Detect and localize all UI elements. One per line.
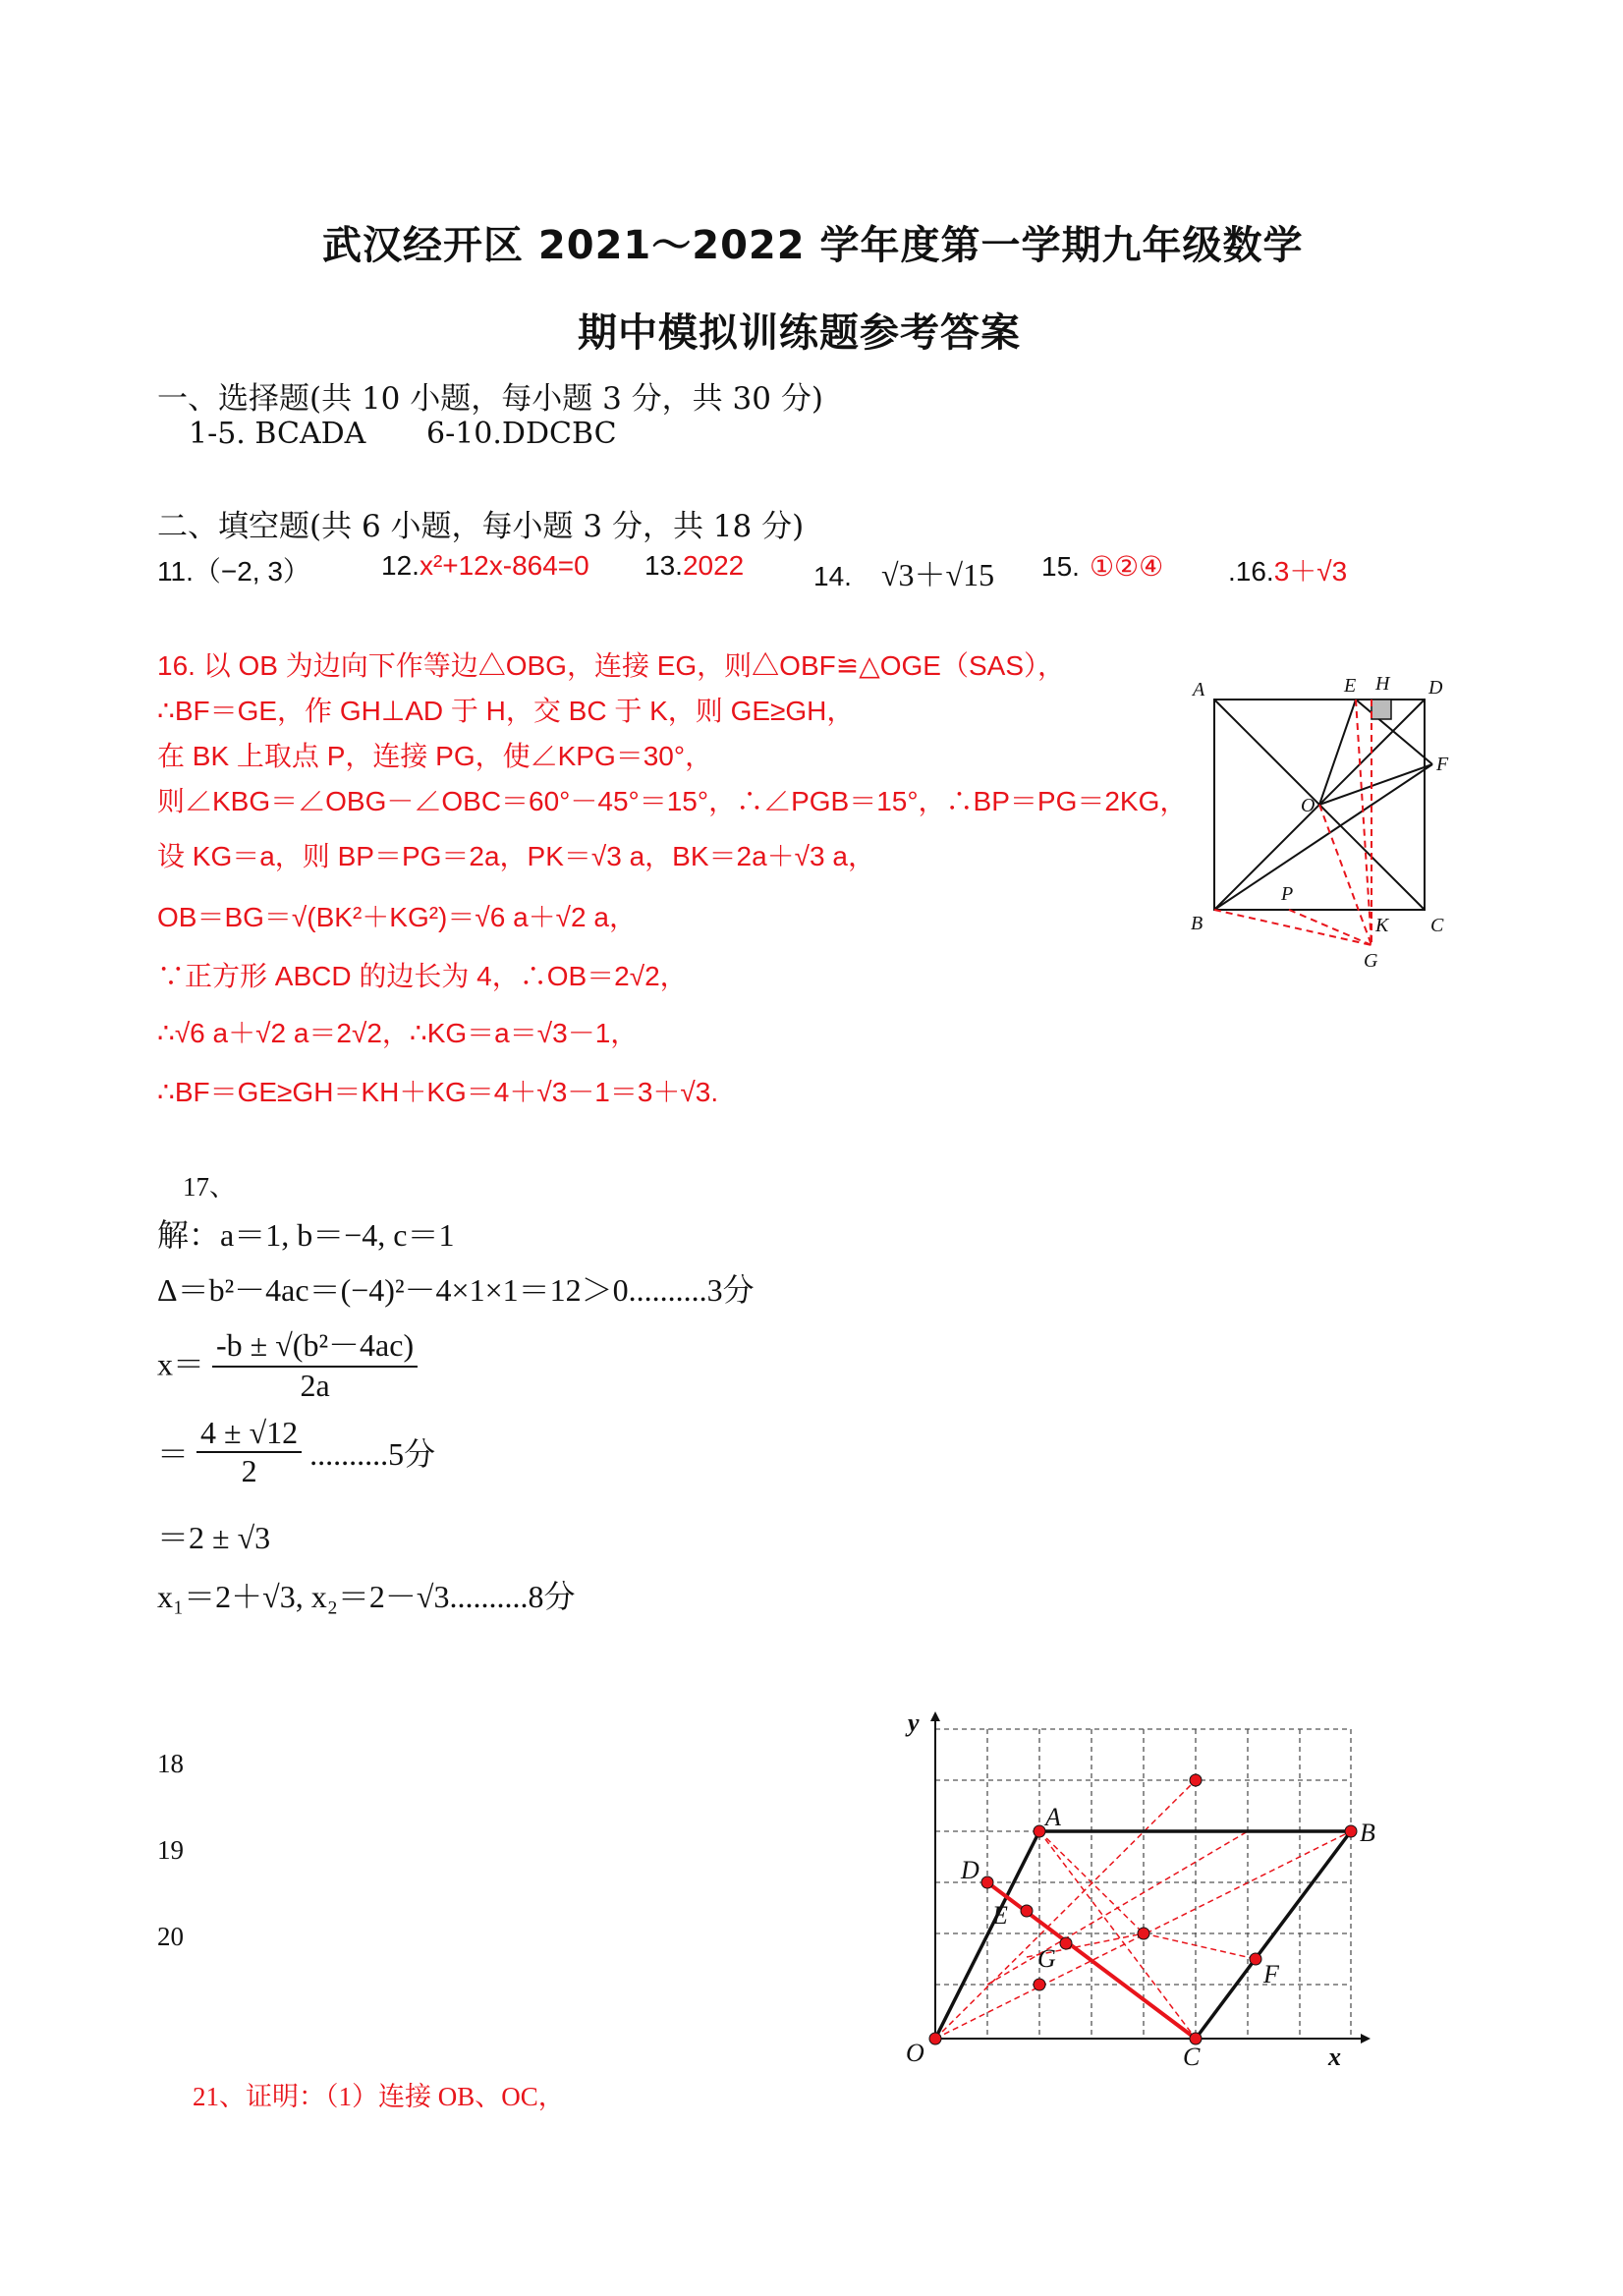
solution16-line8: ∴√6 a＋√2 a＝2√2，∴KG＝a＝√3－1，: [157, 1018, 639, 1048]
label-e: E: [1344, 675, 1357, 697]
fraction-numerator: 4 ± √12: [196, 1415, 302, 1453]
point-lower: [1034, 1979, 1045, 1990]
segment-bg: [1214, 910, 1371, 945]
solution16-line5: 设 KG＝a，则 BP＝PG＝2a，PK＝√3 a，BK＝2a＋√3 a，: [157, 841, 875, 871]
page-title: 武汉经开区 2021～2022 学年度第一学期九年级数学: [322, 223, 1304, 268]
q17-line2: Δ＝b²－4ac＝(−4)²－4×1×1＝12＞0..........3分: [157, 1272, 755, 1308]
point-upper: [1190, 1774, 1202, 1786]
point-d: [981, 1876, 993, 1888]
label-a: A: [1193, 679, 1205, 700]
q13-value: 2022: [682, 550, 745, 581]
label-o: O: [1301, 795, 1315, 816]
solution16-line4: 则∠KBG＝∠OBG－∠OBC＝60°－45°＝15°，∴∠PGB＝15°，∴BP＝PG＝2KG，: [157, 786, 1188, 816]
q17-line6: x₁＝2＋√3, x₂＝2－√3..........8分: [157, 1579, 576, 1614]
solution16-line3: 在 BK 上取点 P，连接 PG，使∠KPG＝30°，: [157, 741, 713, 771]
label-g2: G: [1037, 1944, 1056, 1973]
label-x: x: [1328, 2043, 1341, 2071]
dashed-mid-f: [1144, 1933, 1256, 1959]
section2-heading: 二、填空题(共 6 小题，每小题 3 分，共 18 分): [157, 509, 805, 544]
x-axis-arrow: [1361, 2034, 1371, 2044]
label-b: B: [1191, 913, 1203, 934]
q17-score-5: ..........5分: [309, 1436, 436, 1472]
q20-number: 20: [157, 1922, 184, 1951]
q16-number: .16.: [1228, 556, 1274, 587]
solution16-line1: 16. 以 OB 为边向下作等边△OBG，连接 EG，则△OBF≌△OGE（SAS），: [157, 650, 1066, 681]
section1-answers-a: 1-5. BCADA: [189, 417, 366, 451]
q15-number: 15.: [1041, 551, 1080, 582]
label-o2: O: [906, 2039, 924, 2067]
label-d: D: [1428, 677, 1443, 699]
solution16-line2: ∴BF＝GE，作 GH⊥AD 于 H，交 BC 于 K，则 GE≥GH，: [157, 696, 855, 726]
section1-answers-b: 6-10.DDCBC: [426, 417, 617, 451]
segment-oe: [1319, 700, 1356, 805]
label-a2: A: [1045, 1803, 1061, 1831]
dashed-ac: [1039, 1831, 1196, 2039]
label-p: P: [1281, 883, 1294, 905]
label-y: y: [908, 1709, 920, 1737]
q15-value: ①②④: [1089, 551, 1164, 582]
answer-q13: [644, 550, 744, 582]
label-c2: C: [1183, 2043, 1201, 2071]
label-c: C: [1430, 915, 1444, 936]
segment-og: [1319, 805, 1371, 945]
q19-number: 19: [157, 1835, 184, 1865]
label-g: G: [1364, 950, 1378, 972]
solution16-line7: ∵正方形 ABCD 的边长为 4，∴OB＝2√2，: [157, 961, 688, 991]
point-a: [1034, 1825, 1045, 1837]
q17-line1: 解：a＝1, b＝−4, c＝1: [157, 1217, 455, 1253]
q12-value: x²+12x-864=0: [419, 550, 589, 581]
q17-line5: ＝2 ± √3: [157, 1520, 271, 1555]
answer-q11: 11.（−2, 3）: [157, 556, 310, 587]
segment-bf: [1214, 764, 1432, 910]
label-h: H: [1375, 673, 1390, 695]
q18-number: 18: [157, 1749, 184, 1778]
point-g: [1060, 1937, 1072, 1949]
q14-number: 14.: [813, 561, 852, 591]
segment-ef: [1356, 700, 1432, 764]
side-bc: [1196, 1831, 1351, 2039]
dashed-o-point: [935, 1780, 1196, 2039]
label-b2: B: [1360, 1819, 1375, 1847]
grid-figure: [884, 1709, 1415, 2073]
answer-q14: [813, 550, 994, 595]
answer-q16: [1228, 550, 1347, 589]
label-f: F: [1436, 754, 1449, 775]
q17-line3: [157, 1320, 418, 1404]
answer-q15: [1041, 550, 1163, 583]
y-axis-arrow: [930, 1711, 940, 1721]
q17-equals: ＝: [157, 1436, 190, 1472]
square-figure: [1179, 658, 1493, 982]
fraction-denominator: 2: [241, 1453, 257, 1488]
q14-value: √3＋√15: [880, 557, 995, 592]
page-subtitle: 期中模拟训练题参考答案: [578, 310, 1021, 356]
q17-number: 17、: [183, 1172, 236, 1202]
label-d2: D: [961, 1856, 979, 1884]
point-o: [929, 2033, 941, 2044]
quadratic-formula-numerator: -b ± √(b²－4ac): [212, 1320, 418, 1368]
segment-pg: [1289, 910, 1371, 945]
label-k: K: [1375, 915, 1389, 936]
section1-heading: 一、选择题(共 10 小题，每小题 3 分，共 30 分): [157, 381, 823, 417]
q12-number: 12.: [381, 550, 420, 581]
point-mid: [1138, 1928, 1149, 1939]
q21-line1: 21、证明：（1）连接 OB、OC，: [193, 2082, 565, 2111]
solution16-line9: ∴BF＝GE≥GH＝KH＋KG＝4＋√3－1＝3＋√3.: [157, 1077, 719, 1107]
point-f: [1250, 1953, 1261, 1965]
label-f2: F: [1263, 1960, 1279, 1988]
point-e: [1021, 1905, 1033, 1917]
q17-x-equals: x＝: [157, 1346, 205, 1382]
answer-q12: [381, 550, 589, 582]
q16-value: 3＋√3: [1273, 556, 1348, 587]
label-e2: E: [992, 1901, 1008, 1930]
q17-line4: [157, 1415, 435, 1489]
point-b: [1345, 1825, 1357, 1837]
right-angle-mark: [1371, 700, 1391, 719]
segment-of: [1319, 764, 1432, 805]
q13-number: 13.: [644, 550, 683, 581]
solution16-line6: OB＝BG＝√(BK²＋KG²)＝√6 a＋√2 a，: [157, 902, 637, 932]
quadratic-formula-denominator: 2a: [300, 1368, 330, 1403]
